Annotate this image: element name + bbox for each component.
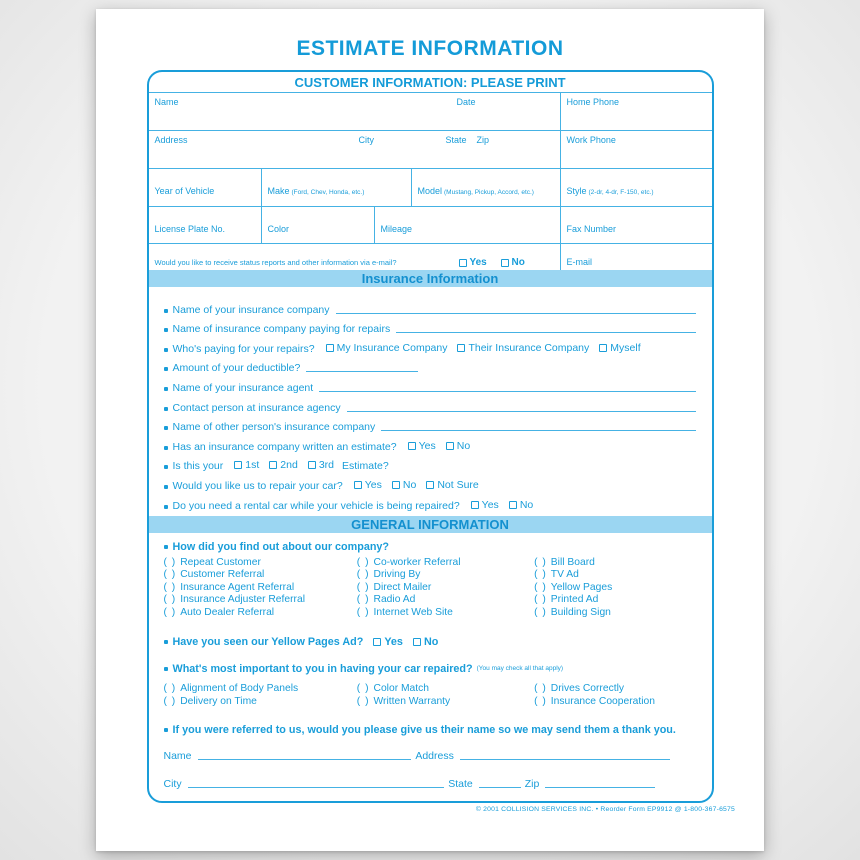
email-yes-option[interactable]: Yes (459, 257, 487, 268)
paren-checkbox[interactable]: ( ) (534, 594, 547, 606)
name-date-field[interactable] (149, 93, 561, 130)
style-label: Style (2-dr, 4-dr, F-150, etc.) (566, 186, 654, 196)
option-bill-board[interactable]: ( ) Bill Board (534, 556, 595, 568)
page-title: ESTIMATE INFORMATION (296, 37, 564, 60)
yellow-pages-yes-option[interactable]: Yes (373, 636, 403, 648)
fill-in-line[interactable] (396, 332, 695, 333)
paying-company-line: Name of insurance company paying for repairs (164, 316, 698, 336)
fax-number-field[interactable] (561, 207, 712, 243)
email-question-cell (149, 244, 561, 270)
mileage-label: Mileage (380, 224, 413, 234)
state-label: State (445, 135, 467, 145)
my-insurance-option[interactable]: My Insurance Company (326, 342, 448, 354)
license-plate-label: License Plate No. (154, 224, 226, 234)
option-internet-web-site[interactable]: ( ) Internet Web Site (356, 606, 453, 618)
most-important-question: What's most important to you in having your car repaired? (You may check all that apply) (164, 663, 698, 675)
checkbox-icon[interactable] (426, 481, 434, 489)
color-field[interactable] (262, 207, 375, 243)
important-options (164, 683, 698, 707)
name-label: Name (154, 97, 179, 107)
option-direct-mailer[interactable]: ( ) Direct Mailer (356, 581, 432, 593)
checkbox-icon[interactable] (234, 461, 242, 469)
option-written-warranty[interactable]: ( ) Written Warranty (356, 695, 451, 707)
row-vehicle (149, 169, 712, 207)
paren-checkbox[interactable]: ( ) (356, 556, 370, 568)
estimate-suffix-label: Estimate? (342, 460, 389, 473)
referred-question: If you were referred to us, would you please give us their name so we may send them a thank you. (164, 724, 698, 736)
make-field[interactable] (262, 169, 412, 206)
checkbox-icon[interactable] (408, 442, 416, 450)
find-out-question: How did you find out about our company? (164, 541, 698, 553)
email-field[interactable] (561, 244, 712, 270)
fill-in-line[interactable] (336, 313, 696, 314)
model-label: Model (Mustang, Pickup, Accord, etc.) (417, 186, 534, 196)
repair-no-option[interactable]: No (392, 479, 416, 491)
address-field[interactable] (149, 131, 561, 168)
bullet-icon (164, 485, 168, 489)
model-field[interactable] (412, 169, 561, 206)
checkbox-icon[interactable] (471, 501, 479, 509)
fill-in-line[interactable] (460, 759, 670, 760)
option-color-match[interactable]: ( ) Color Match (356, 682, 430, 694)
checkbox-icon[interactable] (599, 344, 607, 352)
general-section (149, 533, 712, 736)
city-label: City (358, 135, 374, 145)
other-company-line: Name of other person's insurance company (164, 414, 698, 434)
checkbox-icon[interactable] (392, 481, 400, 489)
option-radio-ad[interactable]: ( ) Radio Ad (356, 594, 416, 606)
option-delivery-on-time[interactable]: ( ) Delivery on Time (163, 695, 257, 707)
option-auto-dealer-referral[interactable]: ( ) Auto Dealer Referral (163, 606, 275, 618)
checkbox-icon[interactable] (457, 344, 465, 352)
third-estimate-option[interactable]: 3rd (308, 459, 334, 471)
paren-checkbox[interactable]: ( ) (356, 569, 370, 581)
home-phone-label: Home Phone (566, 97, 620, 107)
make-label: Make (Ford, Chev, Honda, etc.) (267, 186, 365, 196)
bullet-icon (164, 667, 168, 671)
yellow-pages-question: Have you seen our Yellow Pages Ad? Yes No (164, 636, 698, 648)
bullet-icon (164, 728, 168, 732)
rental-line: Do you need a rental car while your vehicle is being repaired? Yes No (164, 492, 698, 512)
checkbox-icon[interactable] (269, 461, 277, 469)
paren-checkbox[interactable]: ( ) (356, 581, 370, 593)
paren-checkbox[interactable]: ( ) (163, 682, 177, 694)
paper-sheet (96, 9, 764, 851)
paren-checkbox[interactable]: ( ) (163, 556, 177, 568)
option-alignment-of-body-panels[interactable]: ( ) Alignment of Body Panels (163, 682, 299, 694)
insurance-company-line: Name of your insurance company (164, 296, 698, 316)
address-label: Address (154, 135, 188, 145)
their-insurance-option[interactable]: Their Insurance Company (457, 342, 589, 354)
agent-line: Name of your insurance agent (164, 374, 698, 394)
bullet-icon (164, 640, 168, 644)
zip-label: Zip (476, 135, 490, 145)
email-question-label: Would you like to receive status reports and other information via e-mail? (154, 258, 397, 267)
estimate-form (147, 70, 714, 803)
checkbox-icon[interactable] (308, 461, 316, 469)
rental-yes-option[interactable]: Yes (471, 499, 499, 511)
option-insurance-cooperation[interactable]: ( ) Insurance Cooperation (534, 695, 655, 707)
bullet-icon (164, 367, 168, 371)
contact-person-line: Contact person at insurance agency (164, 394, 698, 414)
fill-in-line[interactable] (319, 391, 695, 392)
bullet-icon (164, 446, 168, 450)
paren-checkbox[interactable]: ( ) (163, 695, 177, 707)
bullet-icon (164, 387, 168, 391)
bullet-icon (164, 348, 168, 352)
paren-checkbox[interactable]: ( ) (163, 594, 177, 606)
estimate-written-line: Has an insurance company written an estimate? Yes No (164, 433, 698, 453)
rental-no-option[interactable]: No (509, 499, 533, 511)
fill-in-line[interactable] (188, 787, 445, 788)
option-insurance-adjuster-referral[interactable]: ( ) Insurance Adjuster Referral (163, 594, 305, 606)
checkbox-icon[interactable] (326, 344, 334, 352)
fill-in-line[interactable] (198, 759, 412, 760)
fax-number-label: Fax Number (566, 224, 617, 234)
year-of-vehicle-label: Year of Vehicle (154, 186, 215, 196)
checkbox-icon[interactable] (446, 442, 454, 450)
estimate-no-option[interactable]: No (446, 440, 470, 452)
make-hint: (Ford, Chev, Honda, etc.) (291, 189, 365, 196)
option-co-worker-referral[interactable]: ( ) Co-worker Referral (356, 556, 461, 568)
referral-zip-label: Zip (524, 777, 540, 790)
paren-checkbox[interactable]: ( ) (534, 682, 547, 694)
repair-line: Would you like us to repair your car? Yes No Not Sure (164, 472, 698, 492)
referral-city-label: City (163, 777, 182, 790)
paren-checkbox[interactable]: ( ) (356, 695, 370, 707)
repair-not-sure-option[interactable]: Not Sure (426, 479, 478, 491)
insurance-section (149, 287, 712, 516)
deductible-line: Amount of your deductible? (164, 355, 698, 375)
insurance-section-header: Insurance Information (149, 270, 712, 287)
fill-in-line[interactable] (479, 787, 521, 788)
option-building-sign[interactable]: ( ) Building Sign (534, 606, 611, 618)
option-repeat-customer[interactable]: ( ) Repeat Customer (163, 556, 261, 568)
model-hint: (Mustang, Pickup, Accord, etc.) (444, 189, 534, 196)
row-name-date-homephone (149, 93, 712, 131)
email-label: E-mail (566, 257, 593, 267)
bullet-icon (164, 465, 168, 469)
which-estimate-line: Is this your 1st 2nd 3rd Estimate? (164, 453, 698, 473)
home-phone-field[interactable] (561, 93, 712, 130)
paren-checkbox[interactable]: ( ) (356, 682, 370, 694)
paren-checkbox[interactable]: ( ) (163, 606, 177, 618)
row-email (149, 244, 712, 270)
general-section-header: GENERAL INFORMATION (149, 516, 712, 533)
bullet-icon (164, 426, 168, 430)
work-phone-field[interactable] (561, 131, 712, 168)
bullet-icon (164, 309, 168, 313)
referral-address-label: Address (415, 749, 454, 762)
copyright-footer: © 2001 COLLISION SERVICES INC. • Reorder Form EP9912 @ 1-800-367-6575 (475, 806, 735, 813)
checkbox-icon[interactable] (373, 638, 381, 646)
myself-option[interactable]: Myself (599, 342, 640, 354)
bullet-icon (164, 407, 168, 411)
color-label: Color (267, 224, 290, 234)
paren-checkbox[interactable]: ( ) (534, 581, 547, 593)
mileage-field[interactable] (375, 207, 561, 243)
paren-checkbox[interactable]: ( ) (534, 606, 547, 618)
fill-in-line[interactable] (545, 787, 654, 788)
paren-checkbox[interactable]: ( ) (163, 569, 177, 581)
work-phone-label: Work Phone (566, 135, 616, 145)
checkbox-icon[interactable] (413, 638, 421, 646)
paren-checkbox[interactable]: ( ) (534, 695, 547, 707)
row-address-workphone (149, 131, 712, 169)
checkbox-icon[interactable] (354, 481, 362, 489)
customer-section-header: CUSTOMER INFORMATION: PLEASE PRINT (149, 72, 712, 93)
date-label: Date (456, 97, 476, 107)
referral-city-state-zip-row (149, 778, 712, 790)
paren-checkbox[interactable]: ( ) (356, 606, 370, 618)
find-out-options (164, 557, 698, 618)
who-paying-line: Who's paying for your repairs? My Insurance Company Their Insurance Company Myself (164, 335, 698, 355)
checkbox-icon[interactable] (509, 501, 517, 509)
row-license-color-mileage-fax (149, 207, 712, 244)
fill-in-line[interactable] (306, 371, 418, 372)
year-of-vehicle-field[interactable] (149, 169, 262, 206)
bullet-icon (164, 545, 168, 549)
referral-state-label: State (448, 777, 473, 790)
fill-in-line[interactable] (381, 430, 695, 431)
referral-name-label: Name (163, 749, 192, 762)
option-customer-referral[interactable]: ( ) Customer Referral (163, 569, 265, 581)
bullet-icon (164, 328, 168, 332)
option-printed-ad[interactable]: ( ) Printed Ad (534, 594, 599, 606)
style-field[interactable] (561, 169, 712, 206)
option-driving-by[interactable]: ( ) Driving By (356, 569, 421, 581)
referral-name-address-row (149, 750, 712, 762)
yellow-pages-no-option[interactable]: No (413, 636, 438, 648)
option-tv-ad[interactable]: ( ) TV Ad (534, 569, 579, 581)
option-yellow-pages[interactable]: ( ) Yellow Pages (534, 581, 613, 593)
paren-checkbox[interactable]: ( ) (534, 569, 547, 581)
email-no-option[interactable]: No (501, 257, 525, 268)
paren-checkbox[interactable]: ( ) (534, 556, 547, 568)
option-drives-correctly[interactable]: ( ) Drives Correctly (534, 682, 625, 694)
second-estimate-option[interactable]: 2nd (269, 459, 298, 471)
repair-yes-option[interactable]: Yes (354, 479, 382, 491)
checkbox-icon[interactable] (459, 259, 467, 267)
fill-in-line[interactable] (347, 411, 696, 412)
first-estimate-option[interactable]: 1st (234, 459, 259, 471)
paren-checkbox[interactable]: ( ) (163, 581, 177, 593)
style-hint: (2-dr, 4-dr, F-150, etc.) (588, 189, 654, 196)
paren-checkbox[interactable]: ( ) (356, 594, 370, 606)
option-insurance-agent-referral[interactable]: ( ) Insurance Agent Referral (163, 581, 295, 593)
bullet-icon (164, 505, 168, 509)
estimate-yes-option[interactable]: Yes (408, 440, 436, 452)
check-all-hint: (You may check all that apply) (476, 665, 564, 673)
license-plate-field[interactable] (149, 207, 262, 243)
checkbox-icon[interactable] (501, 259, 509, 267)
